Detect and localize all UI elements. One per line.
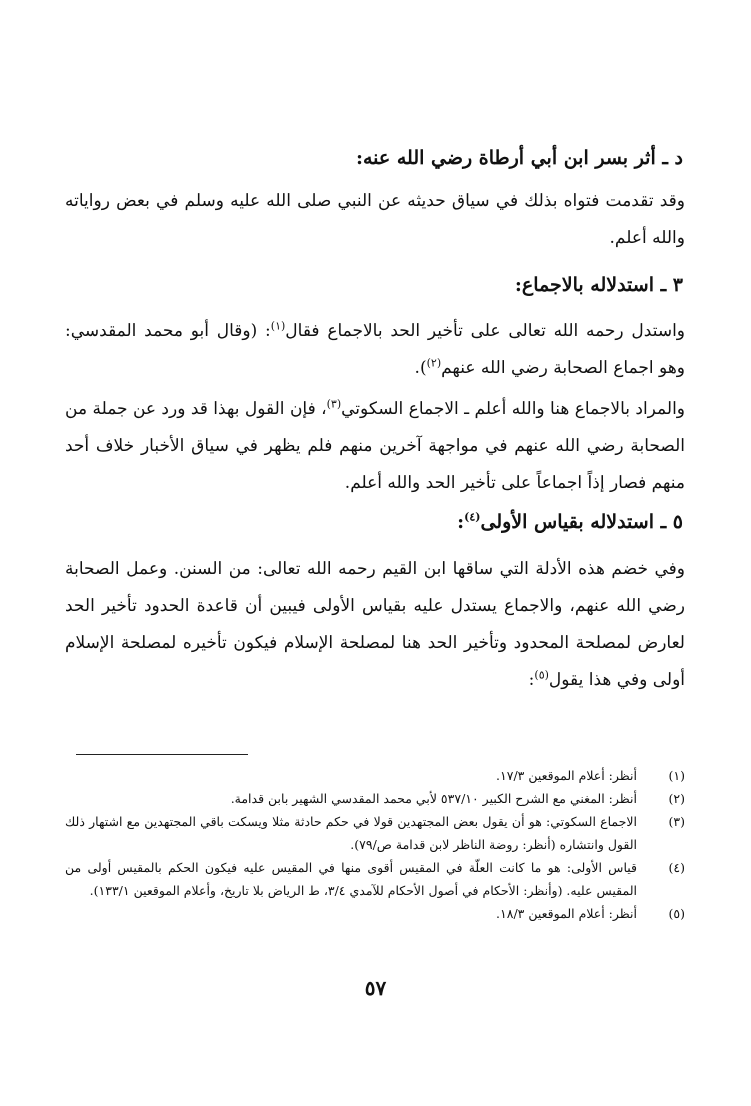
paragraph-text: واستدل رحمه الله تعالى على تأخير الحد بالاجماع فقال (285, 321, 685, 341)
paragraph-text: ، فإن القول بهذا قد ورد عن جملة من الصحابة رضي الله عنهم في مواجهة آخرين منهم فلم يظهر في سياق الأخبار خلاف أحد منهم فصار إذاً اجماعاً على تأخير الحد والله أعلم. (65, 399, 685, 493)
paragraph-qiyas (65, 551, 685, 699)
footnote-number: (٣) (668, 814, 685, 829)
paragraph-section-d: وقد تقدمت فتواه بذلك في سياق حديثه عن النبي صلى الله عليه وسلم في بعض رواياته والله أعلم. (65, 191, 685, 248)
footnote-item (65, 764, 685, 787)
footnote-ref-3[interactable]: (٣) (326, 397, 342, 411)
paragraph-text: وفي خضم هذه الأدلة التي ساقها ابن القيم رحمه الله تعالى: من السنن. وعمل الصحابة رضي الله عنهم، والاجماع يستدل عليه بقياس الأولى فيبين أن قاعدة الحدود تأخير الحد لعارض لمصلحة المحدود وتأخير الحد هنا لمصلحة الإسلام فيكون تأخيره لمصلحة الإسلام أولى وفي هذا يقول (65, 559, 685, 690)
footnote-item (65, 856, 685, 902)
paragraph-text: : (وقال أبو محمد المقدسي: وهو اجماع الصحابة رضي الله عنهم (65, 321, 685, 378)
footnote-item (65, 787, 685, 810)
heading-section-3: ٣ ـ استدلاله بالاجماع: (514, 274, 683, 296)
footnote-text: أنظر: أعلام الموقعين ١٧/٣. (496, 768, 637, 783)
heading-section-d: د ـ أثر بسر ابن أبي أرطاة رضي الله عنه: (355, 147, 683, 169)
heading-section-5 (63, 507, 683, 537)
footnote-divider (76, 754, 248, 755)
footnote-ref-1[interactable]: (١) (270, 319, 286, 333)
heading-colon: : (457, 511, 465, 533)
paragraph-text: والمراد بالاجماع هنا والله أعلم ـ الاجماع السكوتي (341, 399, 685, 419)
footnotes-list (65, 764, 685, 925)
footnote-number: (٢) (668, 791, 685, 806)
footnote-number: (٤) (668, 860, 685, 875)
heading-text: ٥ ـ استدلاله بقياس الأولى (480, 511, 683, 533)
paragraph-ijma-1 (65, 313, 685, 387)
footnote-number: (٥) (668, 906, 685, 921)
footnote-item (65, 810, 685, 856)
footnote-ref-4[interactable]: (٤) (464, 510, 481, 524)
footnote-number: (١) (668, 768, 685, 783)
paragraph-ijma-2 (65, 391, 685, 502)
footnote-ref-5[interactable]: (٥) (534, 668, 549, 682)
footnote-text: الاجماع السكوتي: هو أن يقول بعض المجتهدين قولا في حكم حادثة مثلا ويسكت باقي المجتهدين مع اشتهار ذلك القول وانتشاره (أنظر: روضة الناظر لابن قدامة ص/٧٩). (65, 814, 637, 852)
footnote-text: أنظر: أعلام الموقعين ١٨/٣. (496, 906, 637, 921)
paragraph-text: ). (414, 358, 427, 378)
paragraph-text: : (528, 670, 535, 690)
page-number: ٥٧ (364, 976, 387, 1000)
footnote-text: قياس الأولى: هو ما كانت العلّة في المقيس أقوى منها في المقيس عليه فيكون الحكم بالمقيس أولى من المقيس عليه. (وأنظر: الأحكام في أصول الأحكام للآمدي ٣/٤، ط الرياض بلا تاريخ، وأعلام الموقعين ١٣٣/١). (65, 860, 637, 898)
footnote-ref-2[interactable]: (٢) (426, 356, 442, 370)
footnote-text: أنظر: المغني مع الشرح الكبير ٥٣٧/١٠ لأبي محمد المقدسي الشهير بابن قدامة. (230, 791, 637, 806)
footnote-item (65, 902, 685, 925)
